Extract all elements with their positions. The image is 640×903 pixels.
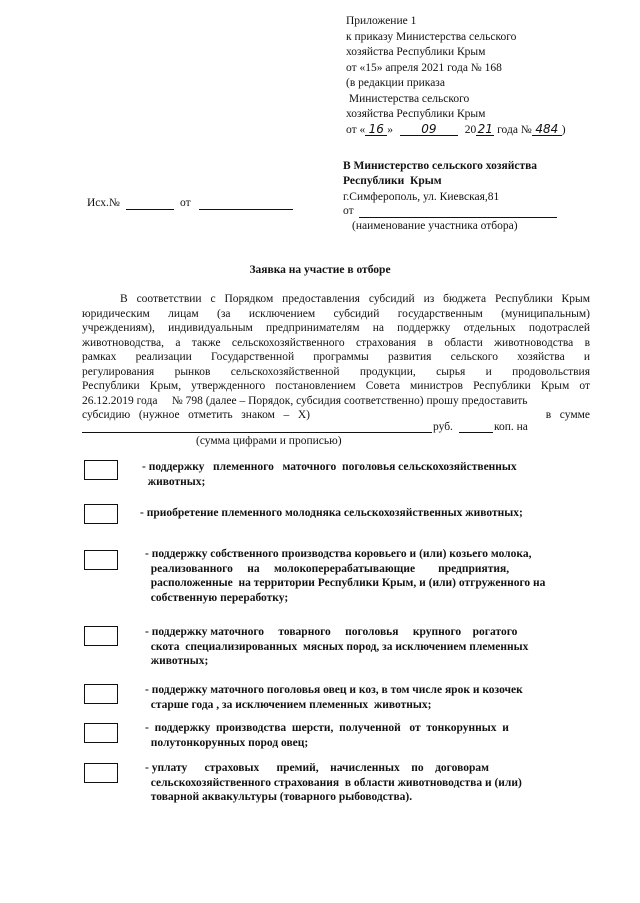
option-line: собственную переработку; (145, 591, 289, 604)
option-text (145, 683, 593, 712)
addressee-from-label: от (343, 205, 354, 217)
body-line: учреждениям), индивидуальным предпринимателям на поддержку отдельных подотраслей (82, 322, 590, 334)
kop-line (459, 432, 493, 433)
option-text (145, 625, 593, 669)
outgoing-date-line (199, 209, 293, 210)
option-line: товарной аквакультуры (товарного рыбоводства). (145, 791, 413, 803)
subsidy-right: в сумме (545, 409, 590, 421)
handwritten-year: 21 (477, 121, 493, 136)
appendix-line: хозяйства Республики Крым (346, 108, 486, 120)
handwritten-day: 16 (365, 124, 387, 136)
appendix-line: Министерства сельского (346, 92, 470, 105)
year-word: года № (494, 123, 532, 136)
body-line: Республики Крым, утвержденного постановлением Совета министров Республики Крым от (82, 380, 590, 392)
option-line: скота специализированных мясных пород, за исключением племенных (145, 640, 529, 653)
body-line: юридическим лицам (за исключением субсидий государственным (муниципальным) (82, 307, 590, 320)
option-checkbox[interactable] (84, 723, 118, 743)
addressee-from-caption: (наименование участника отбора) (352, 220, 518, 232)
body-line: 26.12.2019 года № 798 (далее – Порядок, субсидия соответственно) прошу предоставить (82, 394, 528, 407)
body-line: регулирования рынков сельскохозяйственной продукции, сырья и продовольствия (82, 365, 590, 378)
subsidy-left: субсидию (нужное отметить знаком – Х) (82, 409, 311, 421)
option-line: реализованного на молокоперерабатывающие предприятия, (145, 562, 510, 575)
appendix-line: от «15» апреля 2021 года № 168 (346, 61, 502, 74)
addressee-line-1: В Министерство сельского хозяйства (343, 160, 538, 172)
appendix-line: Приложение 1 (346, 15, 417, 27)
option-line: - поддержку маточного поголовья овец и коз, в том числе ярок и козочек (145, 684, 523, 696)
addressee-from-line (359, 217, 557, 218)
date-sep: » (387, 123, 393, 136)
addressee-line-2: Республики Крым (343, 175, 442, 187)
kop-label: коп. на (494, 421, 528, 433)
option-line: сельскохозяйственного страхования в области животноводства и (или) (145, 776, 522, 789)
addressee-address: г.Симферополь, ул. Киевская,81 (343, 191, 500, 203)
option-text (145, 721, 593, 750)
body-first-line: В соответствии с Порядком предоставления субсидий из бюджета Республики Крым (120, 293, 590, 305)
body-line: животноводства, а также сельскохозяйственного страхования в области животноводства в (82, 336, 590, 349)
handwritten-month: 09 (400, 124, 458, 136)
option-line: полутонкорунных пород овец; (145, 736, 309, 749)
outgoing-number-line (126, 209, 174, 210)
option-checkbox[interactable] (84, 763, 118, 783)
sum-caption: (сумма цифрами и прописью) (196, 435, 342, 447)
option-line: - приобретение племенного молодняка сельскохозяйственных животных; (140, 507, 523, 519)
option-line: - поддержку племенного маточного поголовья сельскохозяйственных (142, 461, 517, 473)
option-text (145, 547, 593, 605)
option-checkbox[interactable] (84, 684, 118, 704)
option-checkbox[interactable] (84, 550, 118, 570)
option-line: - поддержку производства шерсти, полученной от тонкорунных и (145, 722, 509, 734)
appendix-line: хозяйства Республики Крым (346, 46, 486, 58)
date-prefix: от « (346, 123, 366, 136)
option-text (140, 506, 590, 521)
year-prefix: 20 (464, 123, 477, 136)
handwritten-number: 484 (532, 124, 562, 136)
page-title: Заявка на участие в отборе (249, 264, 391, 276)
option-line: старше года , за исключением племенных животных; (145, 698, 432, 711)
option-line: - уплату страховых премий, начисленных по договорам (145, 762, 489, 774)
option-line: животных; (145, 655, 209, 667)
appendix-line: (в редакции приказа (346, 77, 445, 89)
option-line: - поддержку собственного производства коровьего и (или) козьего молока, (145, 548, 532, 560)
appendix-line: к приказу Министерства сельского (346, 30, 517, 43)
outgoing-label: Исх.№ (87, 197, 120, 209)
option-checkbox[interactable] (84, 504, 118, 524)
option-line: - поддержку маточного товарного поголовья крупного рогатого (145, 626, 518, 638)
outgoing-from: от (180, 197, 191, 209)
option-text (142, 460, 590, 489)
option-line: животных; (142, 475, 206, 488)
appendix-block (346, 14, 606, 138)
date-suffix: ) (561, 123, 566, 136)
option-text (145, 761, 593, 805)
appendix-date-line (346, 123, 606, 139)
sum-line (82, 432, 432, 433)
body-line: рамках реализации Государственной программы развития сельского хозяйства и (82, 351, 590, 363)
option-checkbox[interactable] (84, 626, 118, 646)
body-paragraph (82, 292, 590, 423)
rub-label: руб. (433, 421, 453, 433)
option-line: расположенные на территории Республики Крым, и (или) отгруженного на (145, 577, 546, 589)
option-checkbox[interactable] (84, 460, 118, 480)
